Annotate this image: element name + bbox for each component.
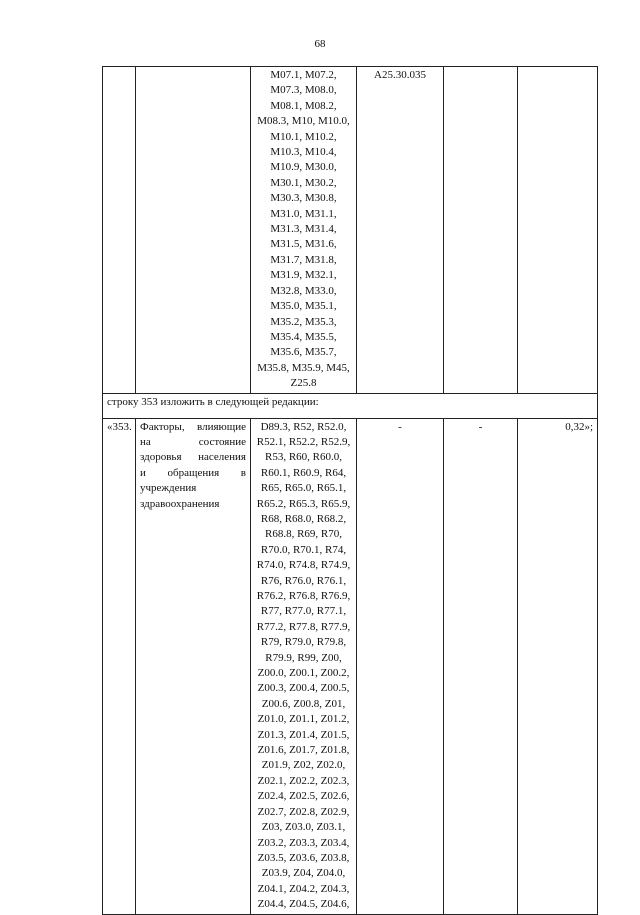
instruction-row <box>103 393 598 418</box>
code-line: Z01.9, Z02, Z02.0, <box>261 759 346 772</box>
code-line: M31.3, M31.4, <box>270 223 337 236</box>
code-line: Z02.1, Z02.2, Z02.3, <box>257 774 350 787</box>
cell-icd-codes <box>251 67 357 394</box>
code-line: M31.9, M32.1, <box>270 269 337 282</box>
table-row-continued <box>103 67 598 394</box>
cell-coefficient: 0,32»; <box>518 418 598 914</box>
instruction-text: строку 353 изложить в следующей редакции: <box>103 393 598 418</box>
code-line: M35.0, M35.1, <box>270 300 337 313</box>
code-line: M35.8, M35.9, M45, <box>257 361 350 374</box>
code-line: R53, R60, R60.0, <box>264 451 342 464</box>
code-line: Z03, Z03.0, Z03.1, <box>261 821 346 834</box>
cell-service-code: A25.30.035 <box>357 67 444 394</box>
cell-col4: - <box>357 418 444 914</box>
name-line: здоровья населения <box>140 451 246 464</box>
code-line: Z04.1, Z04.2, Z04.3, <box>257 882 350 895</box>
name-line: на состояние <box>140 435 246 448</box>
code-line: R70.0, R70.1, R74, <box>260 543 347 556</box>
cell-number <box>103 67 136 394</box>
code-line: Z01.6, Z01.7, Z01.8, <box>257 744 350 757</box>
code-line: R79.9, R99, Z00, <box>265 651 342 664</box>
code-line: M08.1, M08.2, <box>270 99 337 112</box>
code-line: M08.3, M10, M10.0, <box>257 115 350 128</box>
code-line: Z03.9, Z04, Z04.0, <box>261 867 346 880</box>
code-line: R52.1, R52.2, R52.9, <box>256 435 351 448</box>
code-line: R65.2, R65.3, R65.9, <box>256 497 351 510</box>
code-line: R74.0, R74.8, R74.9, <box>256 559 351 572</box>
code-line: Z00.6, Z00.8, Z01, <box>261 697 346 710</box>
cell-icd-codes <box>251 418 357 914</box>
name-line: здравоохранения <box>140 497 220 510</box>
code-line: M31.7, M31.8, <box>270 253 337 266</box>
code-line: M35.4, M35.5, <box>270 330 337 343</box>
code-line: D89.3, R52, R52.0, <box>260 420 347 433</box>
code-line: R79, R79.0, R79.8, <box>260 636 347 649</box>
code-line: M32.8, M33.0, <box>270 284 337 297</box>
cell-name <box>136 418 251 914</box>
code-line: R77.2, R77.8, R77.9, <box>256 620 351 633</box>
code-line: Z01.0, Z01.1, Z01.2, <box>257 713 350 726</box>
code-line: Z03.2, Z03.3, Z03.4, <box>257 836 350 849</box>
code-line: M07.1, M07.2, <box>270 69 337 81</box>
code-line: R65, R65.0, R65.1, <box>260 482 347 495</box>
code-line: R68, R68.0, R68.2, <box>260 512 347 525</box>
cell-col5 <box>444 67 518 394</box>
cell-col5: - <box>444 418 518 914</box>
code-line: M31.5, M31.6, <box>270 238 337 251</box>
code-line: Z03.5, Z03.6, Z03.8, <box>257 851 350 864</box>
name-line: и обращения в <box>140 466 246 479</box>
page-number: 68 <box>314 38 326 50</box>
code-line: R68.8, R69, R70, <box>264 528 342 541</box>
code-line: Z02.4, Z02.5, Z02.6, <box>257 790 350 803</box>
code-line: M35.6, M35.7, <box>270 346 337 359</box>
name-line: учреждения <box>140 482 197 495</box>
code-line: R60.1, R60.9, R64, <box>260 466 347 479</box>
code-line: M10.3, M10.4, <box>270 146 337 159</box>
code-line: M10.1, M10.2, <box>270 130 337 143</box>
code-line: R77, R77.0, R77.1, <box>260 605 347 618</box>
name-line: Факторы, влияющие <box>140 420 246 433</box>
code-line: Z01.3, Z01.4, Z01.5, <box>257 728 350 741</box>
table-row-353 <box>103 418 598 914</box>
code-line: R76, R76.0, R76.1, <box>260 574 347 587</box>
code-line: R76.2, R76.8, R76.9, <box>256 590 351 602</box>
code-line: M30.1, M30.2, <box>270 176 337 189</box>
code-line: M07.3, M08.0, <box>270 84 337 97</box>
code-line: Z00.0, Z00.1, Z00.2, <box>257 667 350 680</box>
cell-name <box>136 67 251 394</box>
classification-table <box>102 66 598 915</box>
code-line: Z25.8 <box>290 377 317 390</box>
code-line: M31.0, M31.1, <box>270 207 337 220</box>
cell-col6 <box>518 67 598 394</box>
code-line: M30.3, M30.8, <box>270 192 337 205</box>
code-line: Z02.7, Z02.8, Z02.9, <box>257 805 350 818</box>
cell-number: «353. <box>103 418 136 914</box>
code-line: Z00.3, Z00.4, Z00.5, <box>257 682 350 695</box>
code-line: M10.9, M30.0, <box>270 161 337 174</box>
code-line: M35.2, M35.3, <box>270 315 337 328</box>
code-line: Z04.4, Z04.5, Z04.6, <box>257 898 350 911</box>
